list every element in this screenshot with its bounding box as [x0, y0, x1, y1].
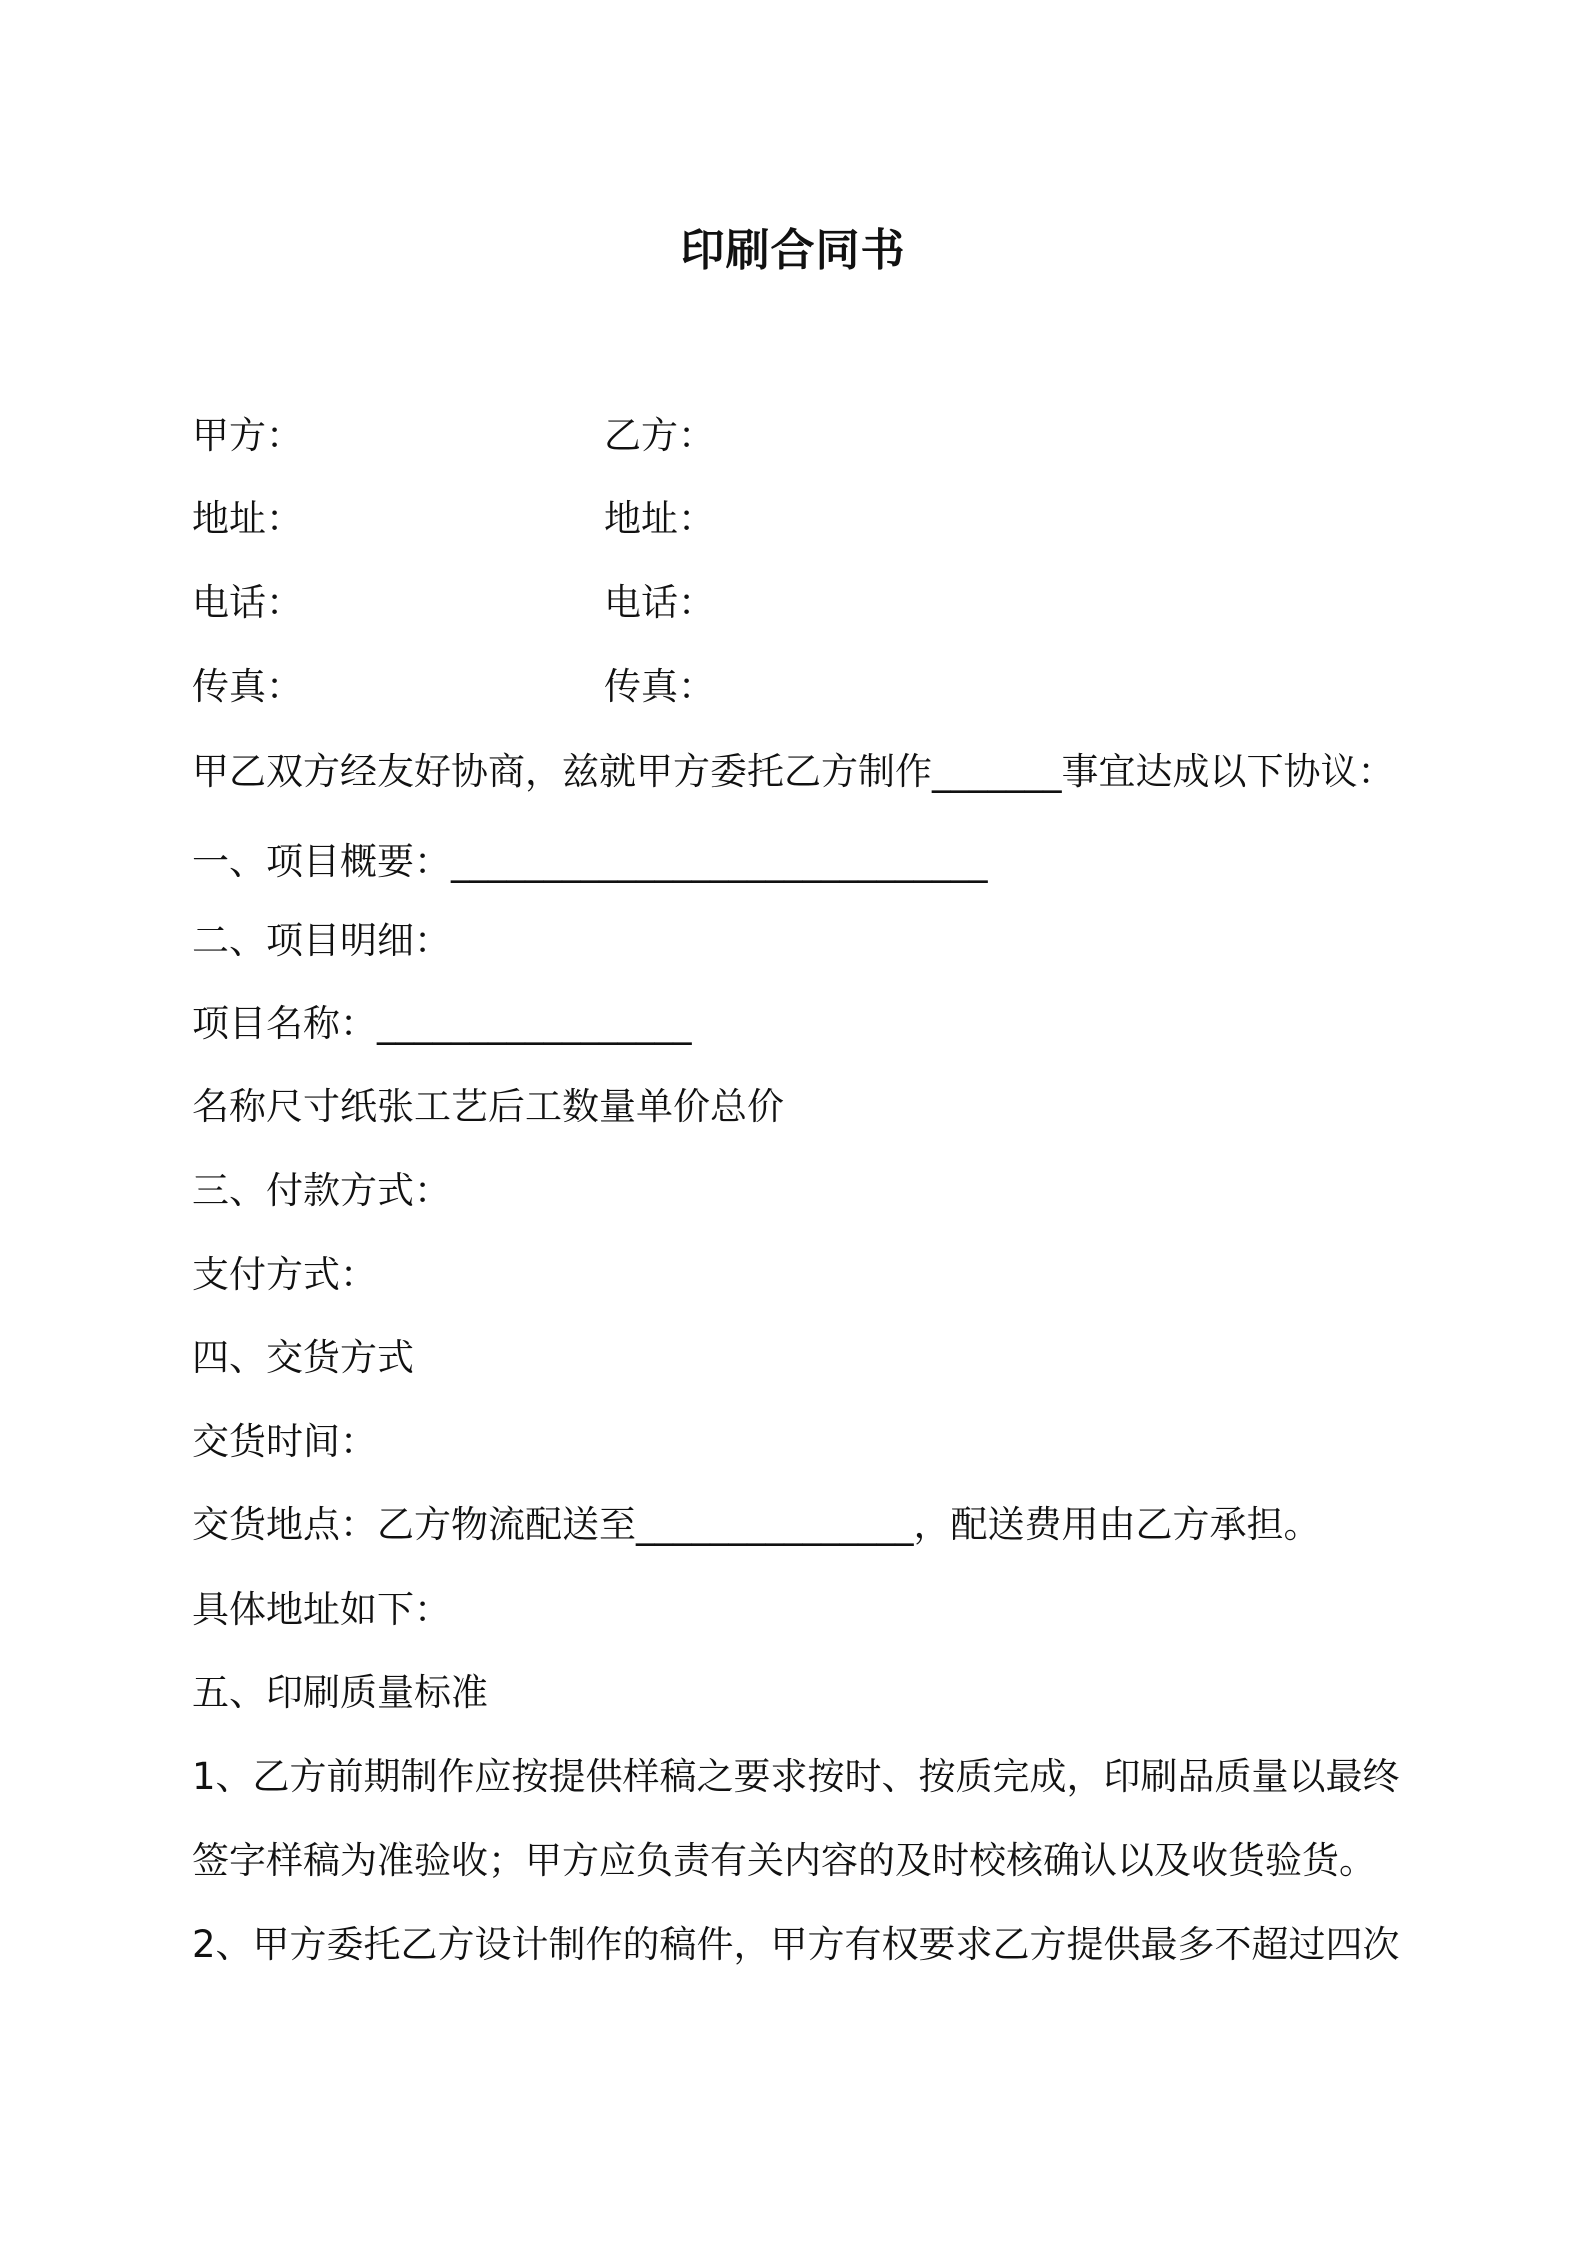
delivery-time-line: 交货时间：: [192, 1420, 377, 1463]
address-detail-line: 具体地址如下：: [192, 1588, 451, 1631]
section-details-heading: 二、项目明细：: [192, 919, 451, 962]
section-quality-heading: 五、印刷质量标准: [192, 1671, 488, 1714]
document-title: 印刷合同书: [680, 225, 906, 276]
phone-a-label: 电话：: [192, 581, 303, 624]
address-a-label: 地址：: [192, 497, 303, 540]
quality-item-1-line-1: 1、乙方前期制作应按提供样稿之要求按时、按质完成，印刷品质量以最终: [192, 1755, 1400, 1798]
party-b-label: 乙方：: [604, 414, 715, 457]
party-a-label: 甲方：: [192, 414, 303, 457]
project-name-line: 项目名称：_________________: [192, 1002, 692, 1045]
payment-method-line: 支付方式：: [192, 1253, 377, 1296]
phone-b-label: 电话：: [604, 581, 715, 624]
fax-a-label: 传真：: [192, 665, 303, 708]
address-b-label: 地址：: [604, 497, 715, 540]
quality-item-1-line-2: 签字样稿为准验收；甲方应负责有关内容的及时校核确认以及收货验货。: [192, 1839, 1376, 1882]
fax-b-label: 传真：: [604, 665, 715, 708]
section-delivery-heading: 四、交货方式: [192, 1336, 414, 1379]
table-columns-line: 名称尺寸纸张工艺后工数量单价总价: [192, 1085, 784, 1128]
quality-item-2-line-1: 2、甲方委托乙方设计制作的稿件，甲方有权要求乙方提供最多不超过四次: [192, 1923, 1400, 1966]
delivery-place-line: 交货地点：乙方物流配送至_______________，配送费用由乙方承担。: [192, 1503, 1321, 1546]
section-payment-heading: 三、付款方式：: [192, 1169, 451, 1212]
intro-paragraph: 甲乙双方经友好协商，兹就甲方委托乙方制作_______事宜达成以下协议：: [192, 750, 1395, 793]
section-overview: 一、项目概要：_____________________________: [192, 840, 988, 883]
